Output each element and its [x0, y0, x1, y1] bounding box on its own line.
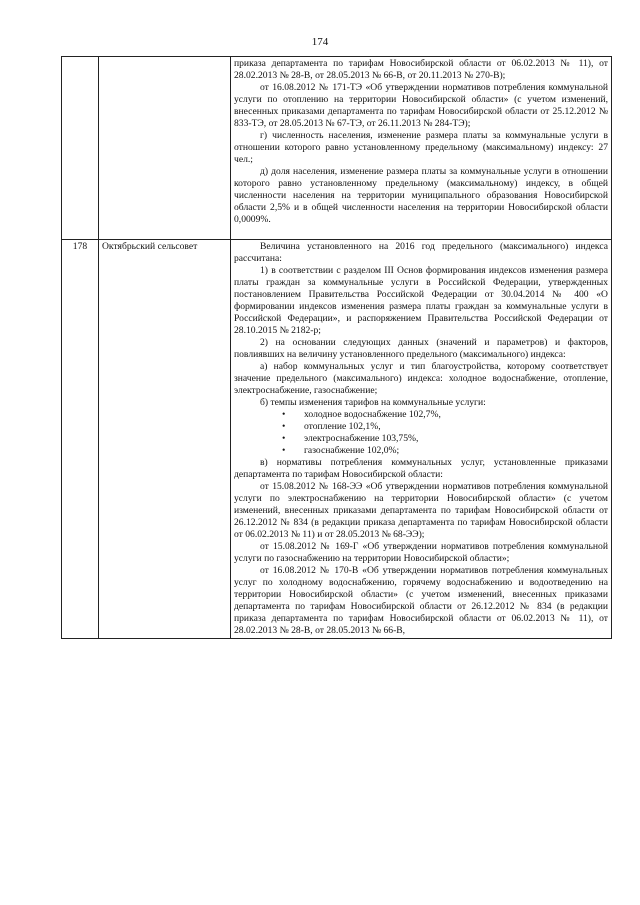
paragraph: приказа департамента по тарифам Новосибирской области от 06.02.2013 № 11), от 28.02.2013 № 28-В, от 28.05.2013 № 66-В, от 20.11.2013 № 270-В); [234, 58, 608, 81]
list-item: • электроснабжение 103,75%, [304, 433, 608, 445]
tariff-list [234, 409, 608, 457]
paragraph: 1) в соответствии с разделом III Основ формирования индексов изменения размера платы граждан за коммунальные услуги в Российской Федерации, утвержденных постановлением Правительства Российской Федерации от 30.04.2014 № 400 «О формировании индексов изменения размера платы граждан за коммунальные услуги в Российской Федерации», и распоряжением Правительства Российской Федерации от 28.10.2015 № 2182-р; [234, 265, 608, 336]
paragraph: а) набор коммунальных услуг и тип благоустройства, которому соответствует значение предельного (максимального) индекса: холодное водоснабжение, отопление, электроснабжение, газоснабжение; [234, 361, 608, 396]
row-name-cell: Октябрьский сельсовет [99, 240, 231, 639]
row-name-cell [99, 57, 231, 240]
table-row [62, 57, 612, 240]
paragraph: в) нормативы потребления коммунальных услуг, установленные приказами департамента по тарифам Новосибирской области: [234, 457, 608, 480]
document-table [61, 56, 612, 639]
list-item: • газоснабжение 102,0%; [304, 445, 608, 457]
paragraph: от 16.08.2012 № 170-В «Об утверждении нормативов потребления коммунальных услуг по холодному водоснабжению, горячему водоснабжению и водоотведению на территории Новосибирской области» (с учетом изменений, внесенных приказами департамента по тарифам Новосибирской области от 26.12.2012 № 834 (в редакции приказа департамента по тарифам Новосибирской области от 06.02.2013 № 11), от 28.02.2013 № 28-В, от 28.05.2013 № 66-В, [234, 565, 608, 636]
paragraph: от 16.08.2012 № 171-ТЭ «Об утверждении нормативов потребления коммунальной услуги по отоплению на территории Новосибирской области» (с учетом изменений, внесенных приказами департамента по тарифам Новосибирской области от 25.12.2012 № 833-ТЭ, от 28.05.2013 № 67-ТЭ, от 26.11.2013 № 284-ТЭ); [234, 82, 608, 129]
paragraph: б) темпы изменения тарифов на коммунальные услуги: [260, 397, 486, 408]
row-text-cell [231, 57, 612, 240]
paragraph: г) численность населения, изменение размера платы за коммунальные услуги в отношении которого равно установленному предельному (максимальному) индексу: 27 чел.; [234, 130, 608, 165]
paragraph: д) доля населения, изменение размера платы за коммунальные услуги в отношении которого равно установленному предельному (максимальному) индексу, в общей численности населения на территории муниципального образования Новосибирской области 2,5% и в общей численности населения на территории Новосибирской области 0,0009%. [234, 166, 608, 225]
row-text-cell [231, 240, 612, 639]
paragraph: от 15.08.2012 № 169-Г «Об утверждении нормативов потребления коммунальной услуги по газоснабжению на территории Новосибирской области»; [234, 541, 608, 564]
table-row [62, 240, 612, 639]
list-item: • холодное водоснабжение 102,7%, [304, 409, 608, 421]
paragraph: Величина установленного на 2016 год предельного (максимального) индекса рассчитана: [234, 241, 608, 264]
row-number-cell [62, 57, 99, 240]
list-item: • отопление 102,1%, [304, 421, 608, 433]
paragraph: от 15.08.2012 № 168-ЭЭ «Об утверждении нормативов потребления коммунальной услуги по электроснабжению на территории Новосибирской области» (с учетом изменений, внесенных приказами департамента по тарифам Новосибирской области от 26.12.2012 № 834 (в редакции приказа департамента по тарифам Новосибирской области от 06.02.2013 № 11) и от 28.05.2013 № 68-ЭЭ); [234, 481, 608, 540]
paragraph: 2) на основании следующих данных (значений и параметров) и факторов, повлиявших на величину установленного предельного (максимального) индекса: [234, 337, 608, 360]
row-number-cell: 178 [62, 240, 99, 639]
page-number: 174 [311, 36, 329, 48]
